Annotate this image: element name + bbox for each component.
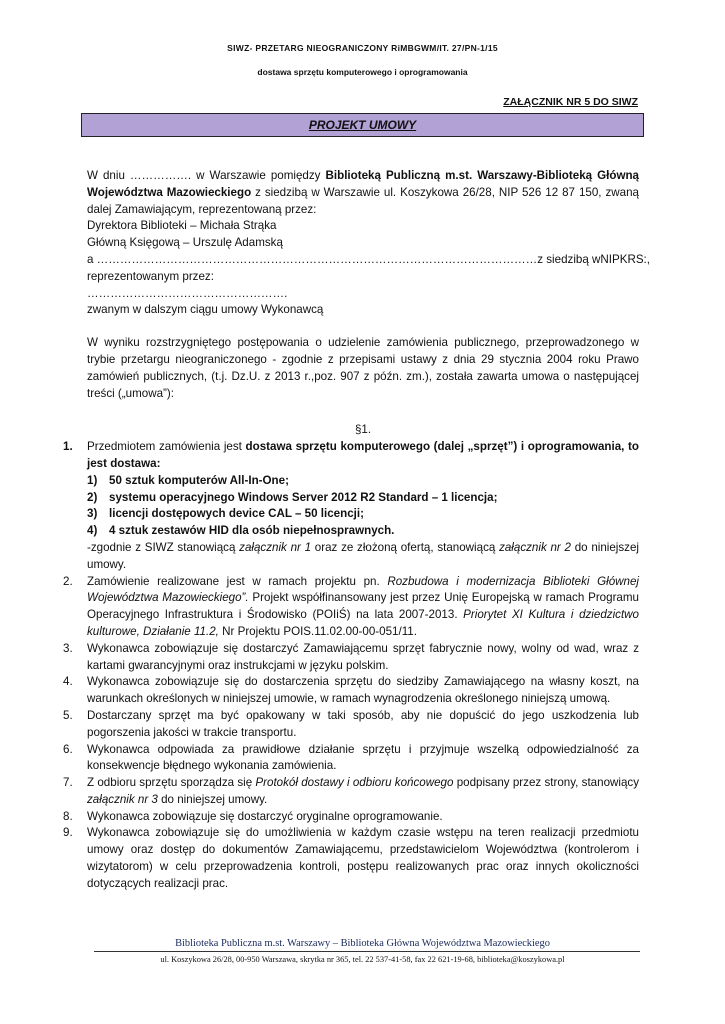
footer-institution: Biblioteka Publiczna m.st. Warszawy – Biblioteka Główna Województwa Mazowieckiego [175,938,550,949]
item-text: Wykonawca zobowiązuje się dostarczyć oryginalne oprogramowanie. [87,809,443,823]
header-tender-reference: SIWZ- PRZETARG NIEOGRANICZONY RiMBGWM/IT. 27/PN-1/15 [227,43,498,53]
item-text: Nr Projektu POIS.11.02.00-00-051/11. [218,624,417,638]
item-text: Wykonawca zobowiązuje się dostarczyć Zamawiającemu sprzęt fabrycznie nowy, wolny od wad, wraz z kartami gwarancyjnymi oraz instrukcjami w języku polskim. [87,641,639,672]
intro-text-c: z siedzibą w Warszawie ul. Koszykowa 26/28, NIP 526 12 87 150, zwaną dalej Zamawiającym, reprezentowaną przez: [87,185,639,216]
item-text: Wykonawca odpowiada za prawidłowe działanie sprzętu i przyjmuje wszelką odpowiedzialność za konsekwencje błędnego wykonania zamówienia. [87,742,639,773]
item-text: Projekt współfinansowany jest przez Unię Europejską w ramach Programu Operacyjnego Infrastruktura i Środowisko (POIiŚ) na lata 2007-2013. [87,591,639,622]
sub-item-text: 4 sztuk zestawów HID dla osób niepełnosprawnych. [109,524,395,538]
sub-item-number: 4) [87,524,98,538]
attachment-ref: załącznik nr 3 [87,792,158,806]
sub-item [87,523,639,540]
item-text: Dostarczany sprzęt ma być opakowany w taki sposób, aby nie dopuścić do jego uszkodzenia lub pogorszenia jakości w trakcie transportu. [87,708,639,739]
priority-text: Priorytet XI Kultura i dziedzictwo kulturowe, Działanie 11.2, [87,608,639,638]
item-text: podpisany przez strony, stanowiący [453,776,640,790]
contractor-line [87,252,651,269]
representative-accountant: Główną Księgową – Urszulę Adamską [87,236,283,250]
sub-item [87,490,639,507]
sub-item [87,473,639,490]
list-item [63,775,639,809]
item-number: 5. [63,708,73,722]
item-text: Wykonawca zobowiązuje się do dostarczenia sprzętu do siedziby Zamawiającego na własny koszt, na warunkach określonych w niniejszej umowie, w ramach wynagrodzenia określonego niniejszą umową. [87,675,639,706]
item-text: do niniejszej umowy. [87,540,640,571]
sub-item-number: 3) [87,507,98,521]
item-number: 3. [63,641,73,655]
item-tail [87,540,639,574]
deliverables-list [87,473,639,540]
contractor-name-blank: a ……………………………………………………………………………………………………z siedzibą w [87,252,601,266]
sub-item-number: 1) [87,473,98,487]
procedure-paragraph: W wyniku rozstrzygniętego postępowania o udzielenie zamówienia publicznego, przeprowadzonego w trybie przetargu nieograniczonego - zgodnie z przepisami ustawy z dnia 29 stycznia 2004 roku Prawo zamówień publicznych, (t.j. Dz.U. z 2013 r.,poz. 907 z późn. zm.), została zawarta umowa o następującej treści („umowa”): [87,336,639,400]
protocol-name: Protokół dostawy i odbioru końcowego [255,776,454,790]
item-text: -zgodnie z SIWZ stanowiącą [87,540,240,554]
project-name: Rozbudowa i modernizacja Biblioteki Głównej Województwa Mazowieckiego”. [87,574,639,605]
document-body [63,168,651,893]
library-name: Biblioteką Publiczną m.st. Warszawy-Biblioteką Główną Województwa Mazowieckiego [87,169,639,199]
list-item [63,742,639,776]
representative-blank: ……………………………………………. [87,286,288,300]
list-item [63,439,639,573]
footer-divider [94,951,640,952]
item-number: 7. [63,776,73,790]
attachment-ref: załącznik nr 2 [499,540,571,554]
item-text: Z odbioru sprzętu sporządza się [87,776,256,790]
contractor-nip: NIP [600,252,620,266]
represented-by: reprezentowanym przez: [87,269,214,283]
item-text: Przedmiotem zamówienia jest [87,440,246,454]
item-number: 2. [63,574,73,588]
attachment-label: ZAŁĄCZNIK NR 5 DO SIWZ [503,96,638,108]
title-box [81,113,644,137]
item-number: 1. [63,440,73,454]
header-subject: dostawa sprzętu komputerowego i oprogramowania [257,67,468,77]
contractor-krs: KRS: [619,252,647,266]
list-item [63,809,639,826]
item-text: Wykonawca zobowiązuje się do umożliwienia w każdym czasie wstępu na teren realizacji przedmiotu umowy oraz dostęp do dokumentów Zamawiającemu, przedstawicielom Województwa (kontrolerom i wizytatorom) w celu przeprowadzenia kontroli, postępu realizowanych prac oraz innych okoliczności dotyczących realizacji prac. [87,826,639,890]
item-bold-text: dostawa sprzętu komputerowego (dalej „sprzęt”) i oprogramowania, to jest dostawa: [87,440,640,470]
list-item [63,825,639,892]
item-number: 6. [63,742,73,756]
document-title: PROJEKT UMOWY [308,118,417,132]
item-text: Zamówienie realizowane jest w ramach projektu pn. [87,574,388,588]
intro-text-a: W dniu ……………. w Warszawie pomiędzy [87,169,326,182]
item-number: 9. [63,826,73,840]
list-item [63,641,639,675]
list-item [63,574,639,641]
item-number: 4. [63,675,73,689]
sub-item-number: 2) [87,490,98,504]
sub-item-text: systemu operacyjnego Windows Server 2012 R2 Standard – 1 licencja; [109,490,498,504]
item-text: do niniejszej umowy. [157,792,268,806]
list-item [63,708,639,742]
footer-contact: ul. Koszykowa 26/28, 00-950 Warszawa, skrytka nr 365, tel. 22 537-41-58, fax 22 621-19-68, biblioteka@koszykowa.pl [160,955,565,964]
item-number: 8. [63,809,73,823]
contractor-definition: zwanym w dalszym ciągu umowy Wykonawcą [87,303,324,317]
section-items [63,439,640,893]
contractor-comma: , [646,252,651,266]
list-item [63,674,639,708]
intro-paragraph [87,168,639,218]
item-text: oraz ze złożoną ofertą, stanowiącą [311,540,500,554]
attachment-ref: załącznik nr 1 [239,540,312,554]
sub-item-text: licencji dostępowych device CAL – 50 licencji; [109,507,364,521]
sub-item-text: 50 sztuk komputerów All-In-One; [109,473,289,487]
sub-item [87,506,639,523]
section-heading: §1. [354,423,372,437]
representative-director: Dyrektora Biblioteki – Michała Strąka [87,219,277,233]
